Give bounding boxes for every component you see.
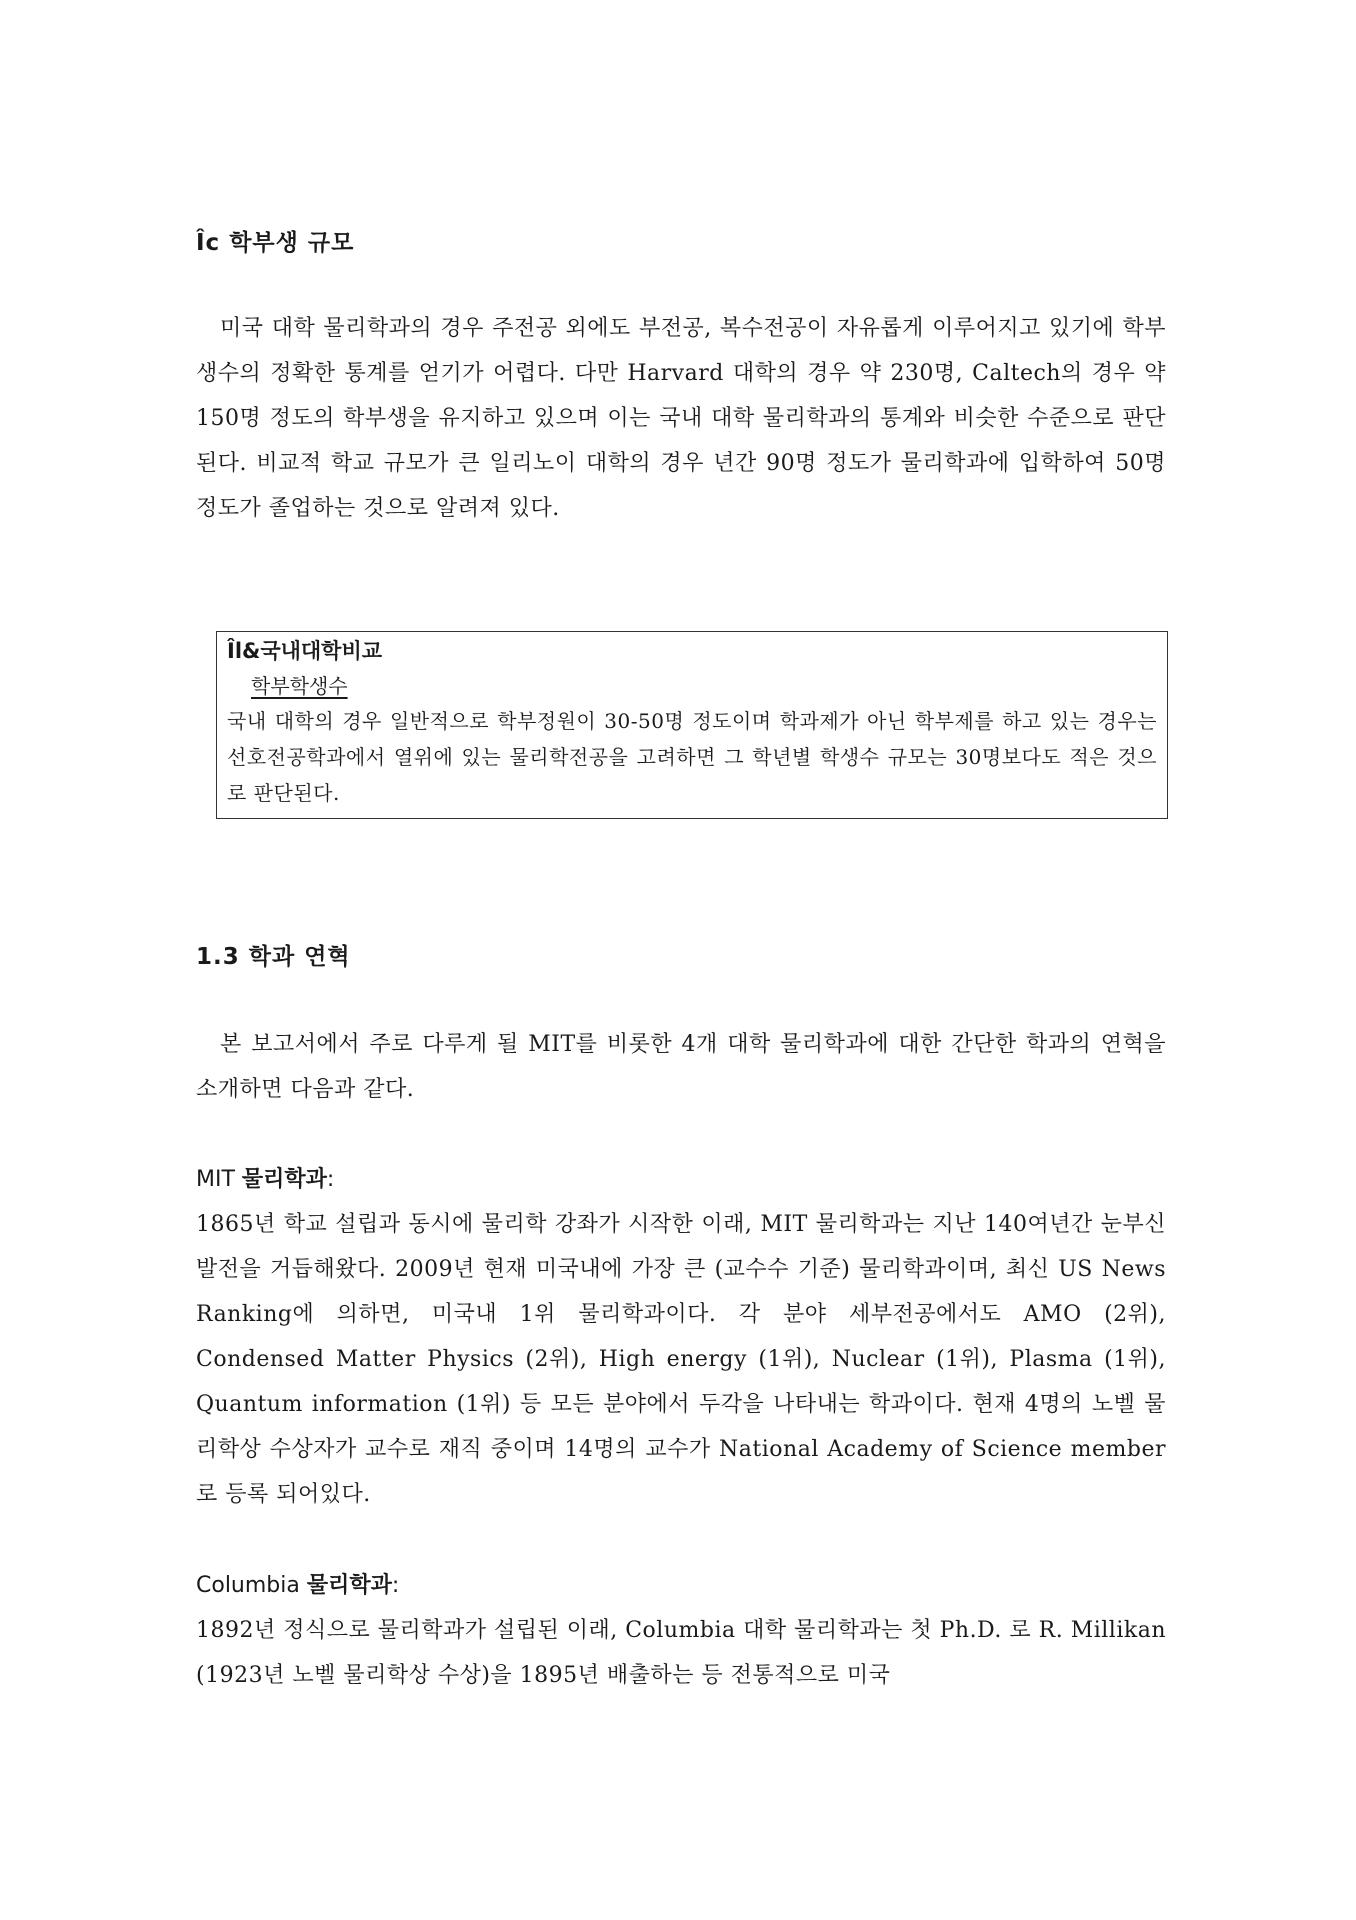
subhead-mit — [196, 1157, 334, 1202]
section-heading-undergrad-size: Îc 학부생 규모 — [196, 230, 355, 256]
subhead-columbia-korean: 물리학과 — [306, 1573, 392, 1598]
subhead-columbia — [196, 1563, 399, 1608]
subhead-mit-korean: 물리학과 — [241, 1167, 327, 1192]
section-heading-history: 1.3 학과 연혁 — [196, 944, 351, 970]
comparison-box-subtitle: 학부학생수 — [251, 674, 348, 698]
comparison-box — [216, 631, 1168, 819]
paragraph-undergrad-size: 미국 대학 물리학과의 경우 주전공 외에도 부전공, 복수전공이 자유롭게 이루어지고 있기에 학부생수의 정확한 통계를 얻기가 어렵다. 다만 Harvard 대학의 경우 약 230명, Caltech의 경우 약 150명 정도의 학부생을 유지하고 있으며 이는 국내 대학 물리학과의 통계와 비슷한 수준으로 판단된다. 비교적 학교 규모가 큰 일리노이 대학의 경우 년간 90명 정도가 물리학과에 입학하여 50명 정도가 졸업하는 것으로 알려져 있다. — [196, 316, 1166, 521]
comparison-box-title: Îl&국내대학비교 — [227, 639, 383, 663]
comparison-box-body: 국내 대학의 경우 일반적으로 학부정원이 30-50명 정도이며 학과제가 아닌 학부제를 하고 있는 경우는 선호전공학과에서 열위에 있는 물리학전공을 고려하면 그 학년별 학생수 규모는 30명보다도 적은 것으로 판단된다. — [227, 709, 1157, 805]
subhead-mit-latin: MIT — [196, 1167, 242, 1192]
paragraph-mit: 1865년 학교 설립과 동시에 물리학 강좌가 시작한 이래, MIT 물리학과는 지난 140여년간 눈부신 발전을 거듭해왔다. 2009년 현재 미국내에 가장 큰 (교수수 기준) 물리학과이며, 최신 US News Ranking에 의하면, 미국내 1위 물리학과이다. 각 분야 세부전공에서도 AMO (2위), Condensed Matter Physics (2위), High energy (1위), Nuclear (1위), Plasma (1위), Quantum information (1위) 등 모든 분야에서 두각을 나타내는 학과이다. 현재 4명의 노벨 물리학상 수상자가 교수로 재직 중이며 14명의 교수가 National Academy of Science member 로 등록 되어있다. — [196, 1212, 1166, 1507]
paragraph-columbia: 1892년 정식으로 물리학과가 설립된 이래, Columbia 대학 물리학과는 첫 Ph.D. 로 R. Millikan (1923년 노벨 물리학상 수상)을 1895년 배출하는 등 전통적으로 미국 — [196, 1618, 1166, 1688]
subhead-columbia-colon: : — [391, 1573, 400, 1598]
subhead-mit-colon: : — [326, 1167, 335, 1192]
paragraph-history-intro: 본 보고서에서 주로 다루게 될 MIT를 비롯한 4개 대학 물리학과에 대한 간단한 학과의 연혁을 소개하면 다음과 같다. — [196, 1032, 1166, 1102]
subhead-columbia-latin: Columbia — [196, 1573, 307, 1598]
